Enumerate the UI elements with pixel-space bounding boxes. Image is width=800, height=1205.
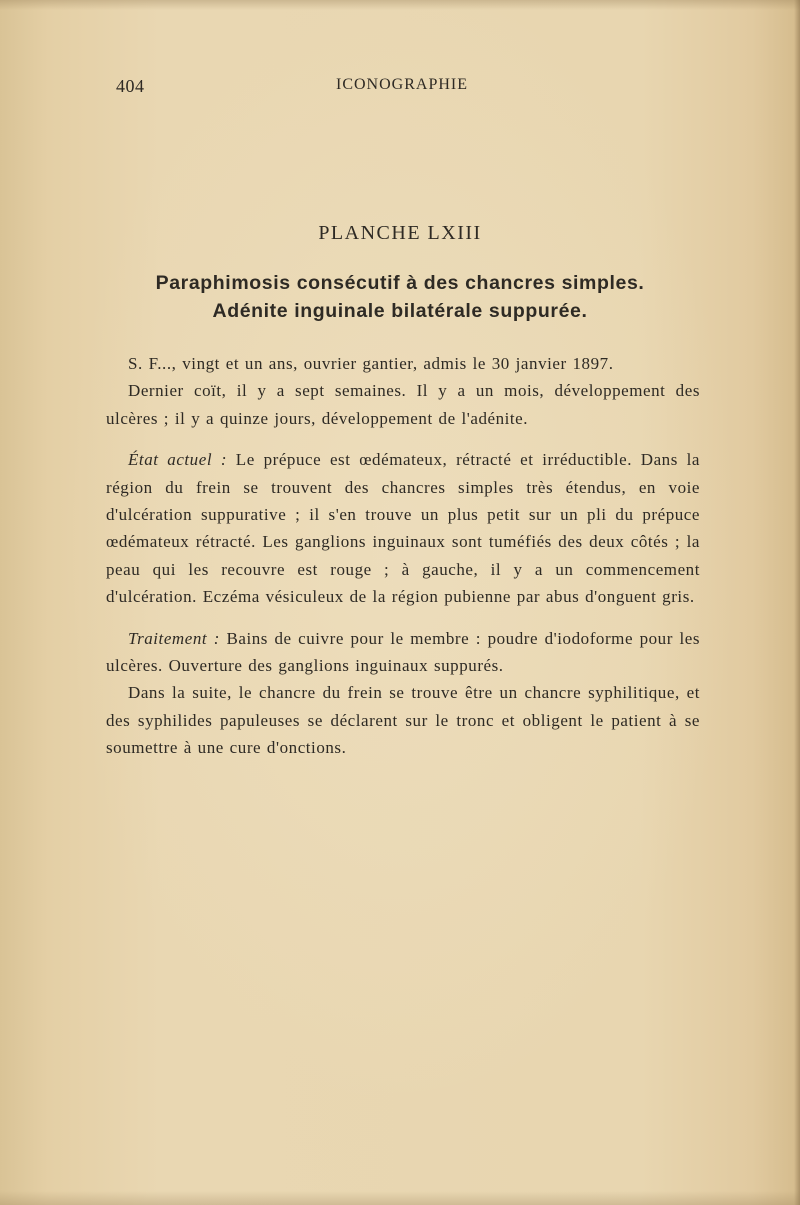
paragraph-follow-up: Dans la suite, le chancre du frein se trouve être un chancre syphilitique, et des syphilides papuleuses se déclarent sur le tronc et obligent le patient à se soumettre à une cure d'onctions. bbox=[106, 683, 700, 758]
subtitle-line-1: Paraphimosis consécutif à des chancres simples. bbox=[155, 272, 645, 294]
paragraph-current-state bbox=[106, 446, 700, 610]
body-text bbox=[106, 350, 700, 776]
page-number: 404 bbox=[116, 76, 145, 96]
text-treatment: Bains de cuivre pour le membre : poudre d'iodoforme pour les ulcères. Ouverture des ganglions inguinaux suppurés. bbox=[106, 628, 700, 676]
paragraph-patient: S. F..., vingt et un ans, ouvrier gantier, admis le 30 janvier 1897. bbox=[128, 354, 614, 373]
subtitle-line-2: Adénite inguinale bilatérale suppurée. bbox=[212, 300, 588, 322]
running-head: ICONOGRAPHIE bbox=[336, 76, 468, 93]
label-current-state: État actuel : bbox=[128, 450, 228, 470]
plate-title: PLANCHE LXIII bbox=[318, 222, 482, 244]
label-treatment: Traitement : bbox=[128, 628, 220, 648]
paragraph-history: Dernier coït, il y a sept semaines. Il y a un mois, développement des ulcères ; il y a quinze jours, développement de l'adénite. bbox=[106, 381, 700, 428]
page-edge-shadow bbox=[794, 0, 800, 1205]
text-current-state: Le prépuce est œdémateux, rétracté et irréductible. Dans la région du frein se trouvent des chancres simples très étendus, en voie d'ulcération suppurative ; il s'en trouve un plus petit sur un pli du prépuce œdémateux rétracté. Les ganglions inguinaux sont tuméfiés des deux côtés ; la peau qui les recouvre est rouge ; à gauche, il y a un commencement d'ulcération. Eczéma vésiculeux de la région pubienne par abus d'onguent gris. bbox=[106, 450, 700, 607]
paragraph-treatment bbox=[106, 625, 700, 680]
page-header bbox=[108, 76, 696, 100]
